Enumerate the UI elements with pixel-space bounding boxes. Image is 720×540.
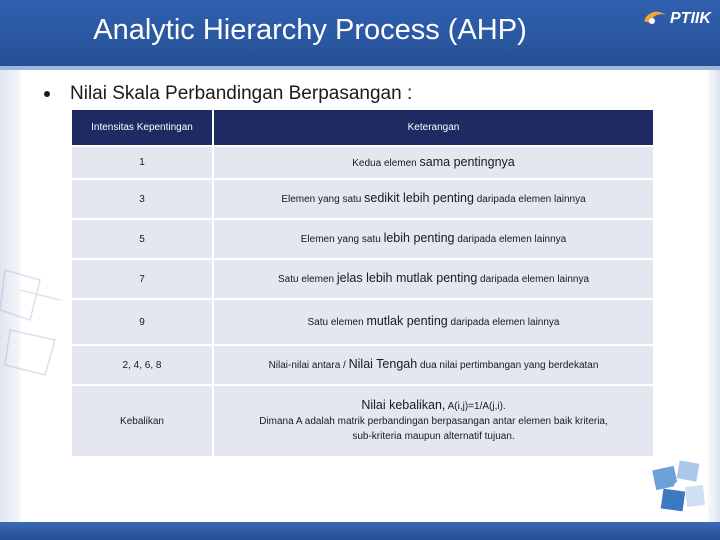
table-row [72,386,653,458]
description-post: dua nilai pertimbangan yang berdekatan [417,360,599,371]
bullet-item [44,83,412,105]
description-emphasis: sedikit lebih penting [364,191,474,205]
table-row [72,147,653,180]
bullet-text: Nilai Skala Perbandingan Berpasangan : [70,83,413,104]
intensity-cell: 1 [72,147,212,180]
description-cell [214,147,653,180]
description-line-1 [215,398,652,414]
intensity-cell: 3 [72,180,212,220]
description-emphasis: lebih penting [383,231,455,245]
description-post: daripada elemen lainnya [454,234,567,245]
intensity-cell: 7 [72,260,212,300]
description-pre: Elemen yang satu [300,234,384,245]
slide-title: Analytic Hierarchy Process (AHP) [93,14,527,46]
ptiik-logo [642,8,720,30]
description-post: daripada elemen lainnya [477,274,590,285]
description-emphasis: Nilai kebalikan, [361,398,446,412]
description-formula: A(i,j)=1/A(j,i). [445,401,506,412]
bullet-dot-icon [44,91,50,97]
description-pre: Satu elemen [277,274,337,285]
logo-text: PTIIK [670,10,711,27]
description-post: daripada elemen lainnya [447,317,560,328]
description-emphasis: Nilai Tengah [348,357,418,371]
background-shapes-decoration [0,260,70,380]
intensity-cell: 2, 4, 6, 8 [72,346,212,386]
description-pre: Nilai-nilai antara / [268,360,349,371]
table-header-row [72,110,653,147]
description-post: daripada elemen lainnya [473,194,586,205]
intensity-cell: Kebalikan [72,386,212,458]
description-cell [214,386,653,458]
description-cell [214,346,653,386]
ahp-scale-table [70,110,655,458]
intensity-cell: 9 [72,300,212,346]
header-divider [0,66,720,70]
column-header-description: Keterangan [214,110,653,147]
description-pre: Satu elemen [307,317,367,328]
table-row [72,260,653,300]
intensity-cell: 5 [72,220,212,260]
table-row [72,300,653,346]
description-cell [214,260,653,300]
footer-bar [0,522,720,540]
description-emphasis: mutlak penting [366,314,448,328]
description-cell [214,220,653,260]
description-emphasis: sama pentingnya [419,154,515,169]
description-pre: Elemen yang satu [281,194,365,205]
table-row [72,220,653,260]
puzzle-pieces-icon [648,456,710,518]
description-line-2: Dimana A adalah matrik perbandingan berpasangan antar elemen baik kriteria, [259,416,608,427]
description-pre: Kedua elemen [352,157,420,169]
table-row [72,180,653,220]
logo-swirl-icon [642,9,668,29]
description-cell [214,300,653,346]
table-row [72,346,653,386]
description-line-3: sub-kriteria maupun alternatif tujuan. [352,431,515,442]
column-header-intensity: Intensitas Kepentingan [72,110,212,147]
description-emphasis: jelas lebih mutlak penting [336,271,478,285]
description-cell [214,180,653,220]
